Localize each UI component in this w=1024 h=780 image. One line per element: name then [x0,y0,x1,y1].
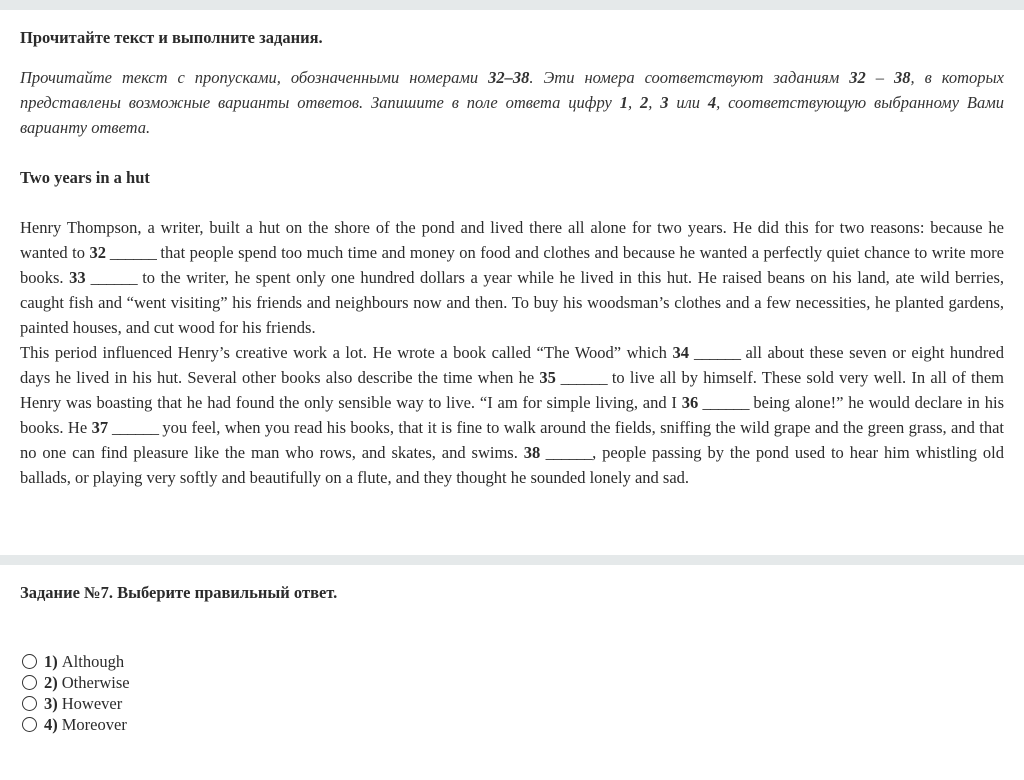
section-divider-band [0,555,1024,565]
reading-passage [20,215,1004,490]
gap-number-36: 36 [681,393,699,412]
gap-number-38: 38 [523,443,541,462]
gap-blank-32: ______ [105,243,161,262]
radio-button-icon[interactable] [22,654,37,669]
gap-number-37: 37 [91,418,109,437]
gap-number-35: 35 [539,368,556,387]
radio-button-icon[interactable] [22,675,37,690]
gap-number-33: 33 [69,268,86,287]
top-divider-band [0,0,1024,10]
radio-button-icon[interactable] [22,717,37,732]
gap-blank-38: ______ [540,443,593,462]
task-title: Задание №7. Выберите правильный ответ. [20,583,338,602]
gap-blank-36: ______ [698,393,754,412]
page-heading: Прочитайте текст и выполните задания. [20,28,323,47]
gap-number-32: 32 [89,243,106,262]
story-title: Two years in a hut [20,168,150,187]
answer-option-1[interactable]: 1) Although [20,651,1004,672]
answer-option-2[interactable]: 2) Otherwise [20,672,1004,693]
gap-blank-37: ______ [108,418,163,437]
passage-paragraph-1: Henry Thompson, a writer, built a hut on the shore of the pond and lived there all alone for two years. He did this for two reasons: because he wanted to 32 ______ that people spend too much time and money on food and clothes and because he wanted a perfectly quiet chance to write more books. 33 ______ to the writer, he spent only one hundred dollars a year while he lived in this hut. He raised beans on his land, ate wild berries, caught fish and “went visiting” his friends and neighbours now and then. To buy his woodsman’s clothes and a few necessities, he planted gardens, painted houses, and cut wood for his friends. [20,218,1005,337]
gap-blank-33: ______ [85,268,143,287]
answer-options [20,651,1004,735]
passage-paragraph-2: This period influenced Henry’s creative work a lot. He wrote a book called “The Wood” which 34 ______ all about these seven or eight hundred days he lived in his hut. Several other books also describe the time when he 35 ______ to live all by himself. These sold very well. In all of them Henry was boasting that he had found the only sensible way to live. “I am for simple living, and I 36 ______ being alone!” he would declare in his books. He 37 ______ you feel, when you read his books, that it is fine to walk around the fields, sniffing the wild grape and the green grass, and that no one can find pleasure like the man who rows, and skates, and swims. 38 ______, people passing by the pond used to hear him whistling old ballads, or playing very softly and beautifully on a flute, and they thought he sounded lonely and sad. [20,343,1005,487]
gap-blank-35: ______ [555,368,612,387]
answer-option-3[interactable]: 3) However [20,693,1004,714]
answer-option-4[interactable]: 4) Moreover [20,714,1004,735]
gap-blank-34: ______ [688,343,746,362]
radio-button-icon[interactable] [22,696,37,711]
instructions-text: Прочитайте текст с пропусками, обозначенными номерами 32–38. Эти номера соответствуют заданиям 32 – 38, в которых представлены возможные варианты ответов. Запишите в поле ответа цифру 1, 2, 3 или 4, соответствующую выбранному Вами варианту ответа. [20,68,1005,137]
gap-number-34: 34 [672,343,689,362]
